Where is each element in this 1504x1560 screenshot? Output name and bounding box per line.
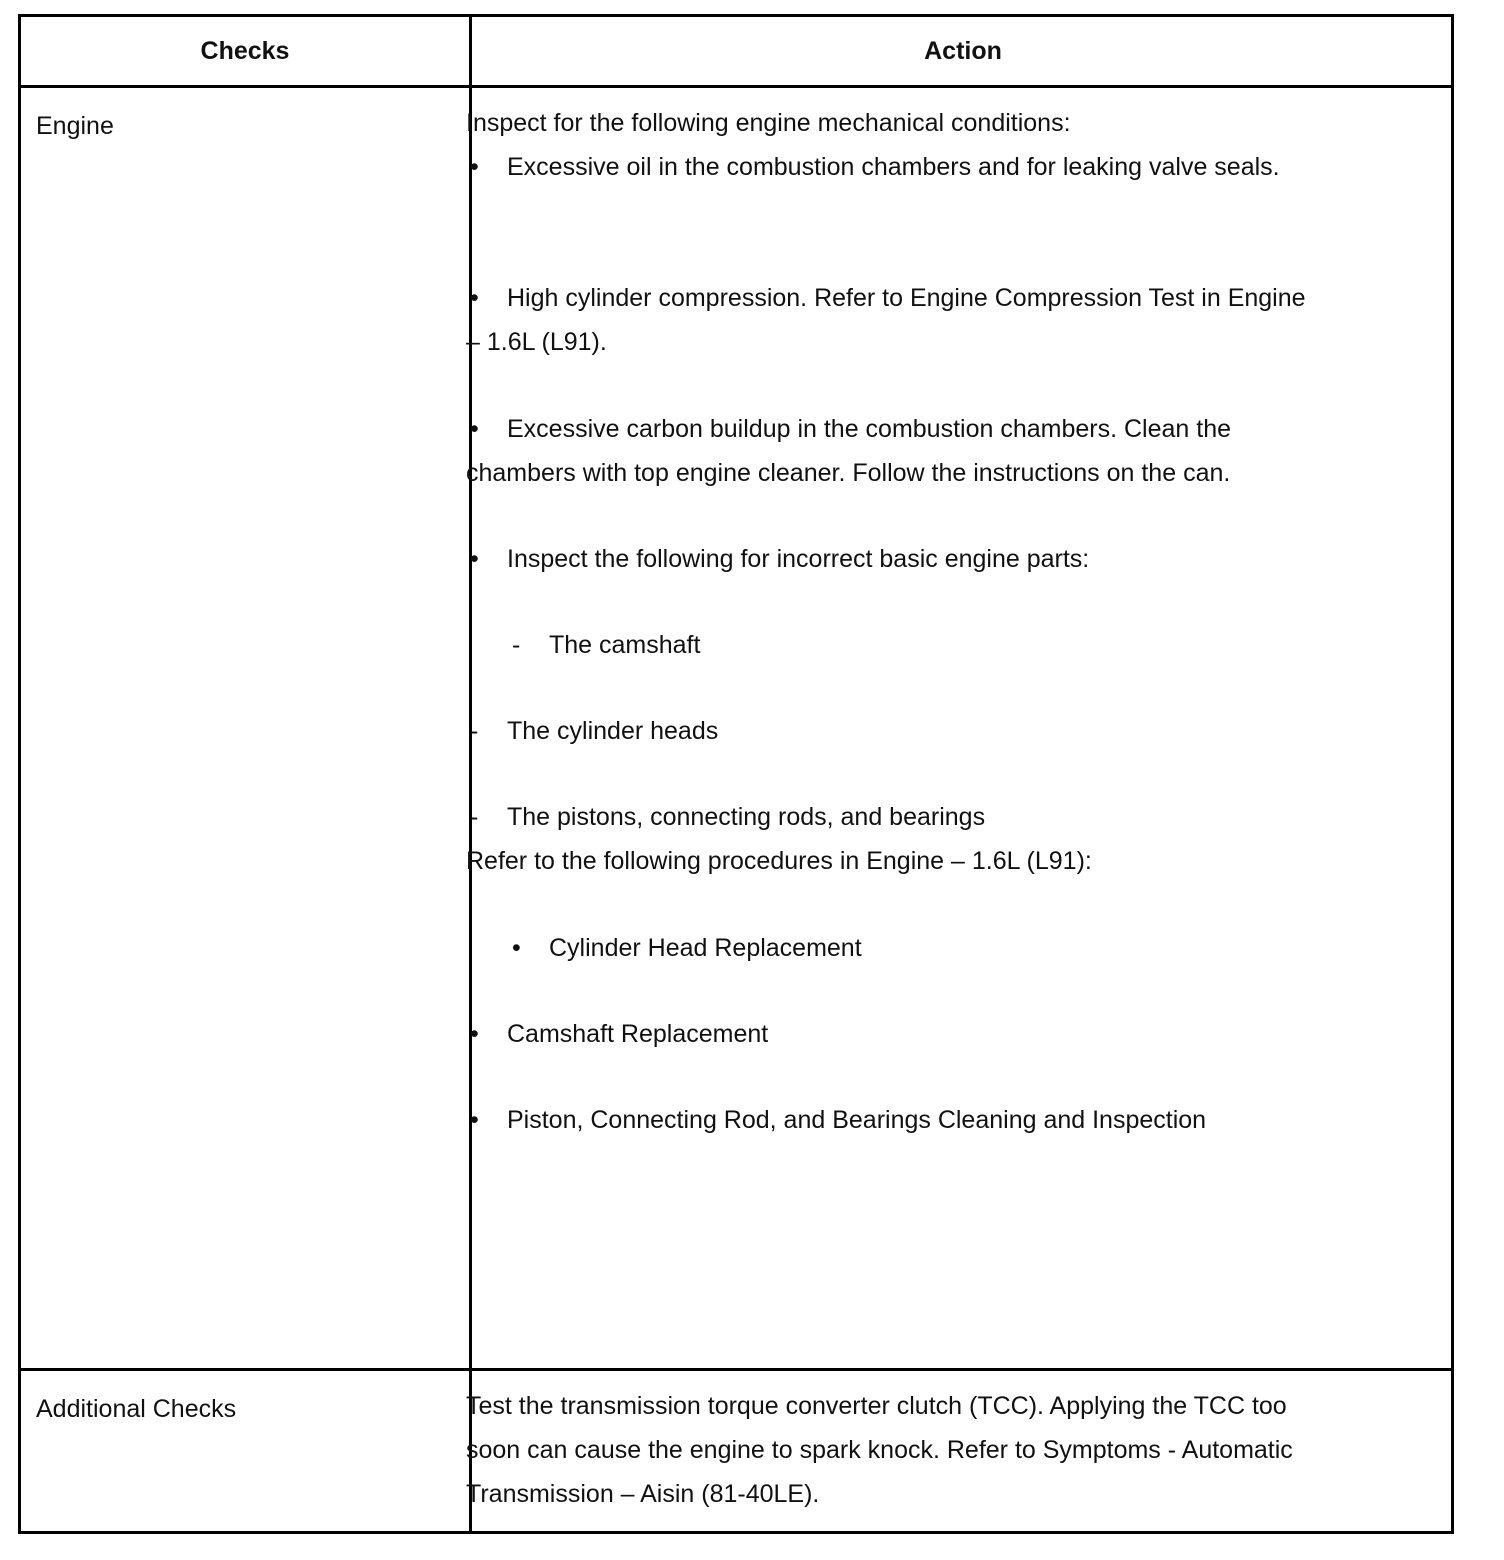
bullet-mark: •: [470, 153, 479, 181]
procedure-text: Camshaft Replacement: [507, 1020, 769, 1048]
bullet-mark: •: [470, 1020, 479, 1048]
engine-intro: Inspect for the following engine mechanical conditions:: [466, 109, 1071, 137]
procedure-piston: [466, 1098, 1206, 1142]
bullet-text: Excessive carbon buildup in the combustion chambers. Clean the chambers with top engine cleaner. Follow the instructions on the can.: [466, 415, 1232, 487]
bullet-mark: •: [470, 1106, 479, 1134]
dash-text: The pistons, connecting rods, and bearings: [507, 803, 986, 831]
refer-procedures: Refer to the following procedures in Engine – 1.6L (L91):: [466, 847, 1092, 875]
row-divider: [21, 1368, 1451, 1371]
dash-text: The cylinder heads: [507, 717, 719, 745]
check-engine: Engine: [36, 112, 114, 140]
additional-checks-action: Test the transmission torque converter clutch (TCC). Applying the TCC too soon can cause the engine to spark knock. Refer to Symptoms - Automatic Transmission – Aisin (81-40LE).: [466, 1392, 1293, 1508]
procedure-text: Piston, Connecting Rod, and Bearings Cleaning and Inspection: [507, 1106, 1207, 1134]
bullet-mark: •: [470, 415, 479, 443]
diagnostic-table: [18, 14, 1454, 1534]
column-divider: [469, 17, 472, 1531]
bullet-excessive-oil: [466, 145, 1326, 189]
bullet-mark: •: [470, 545, 479, 573]
bullet-mark: •: [470, 284, 479, 312]
dash-mark: -: [470, 803, 479, 831]
dash-mark: -: [512, 631, 521, 659]
procedure-camshaft: [466, 1012, 768, 1056]
bullet-text: High cylinder compression. Refer to Engine Compression Test in Engine – 1.6L (L91).: [466, 284, 1306, 356]
header-action: Action: [924, 37, 1002, 65]
bullet-text: Excessive oil in the combustion chambers and for leaking valve seals.: [507, 153, 1280, 181]
check-additional: Additional Checks: [36, 1395, 237, 1423]
procedure-cylinder-head: [466, 926, 862, 970]
bullet-mark: •: [512, 934, 521, 962]
dash-cylinder-heads: [466, 709, 718, 753]
bullet-high-compression: [466, 276, 1326, 364]
bullet-carbon-buildup: [466, 407, 1326, 495]
header-divider: [21, 85, 1451, 88]
dash-camshaft: [466, 623, 700, 667]
dash-text: The camshaft: [549, 631, 701, 659]
dash-mark: -: [470, 717, 479, 745]
dash-pistons: [466, 795, 985, 839]
header-checks: Checks: [200, 37, 290, 65]
bullet-text: Inspect the following for incorrect basic engine parts:: [507, 545, 1090, 573]
procedure-text: Cylinder Head Replacement: [549, 934, 862, 962]
bullet-incorrect-parts: [466, 537, 1089, 581]
